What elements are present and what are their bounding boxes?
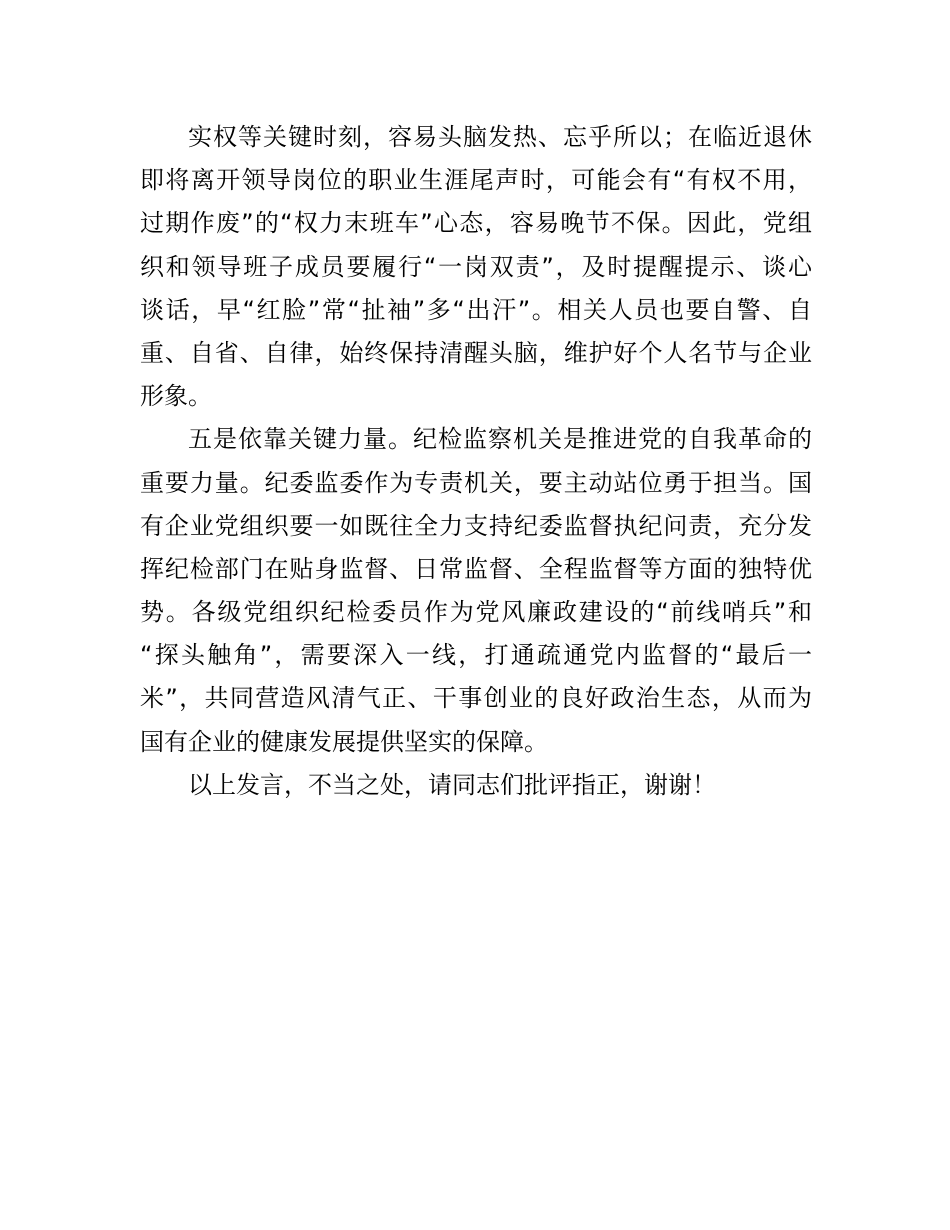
paragraph-1 <box>140 116 812 418</box>
text-line: “探头触角”，需要深入一线，打通疏通党内监督的“最后一 <box>140 641 812 670</box>
text-line: 国有企业的健康发展提供坚实的保障。 <box>140 727 548 756</box>
text-line: 谈话，早“红脸”常“扯袖”多“出汗”。相关人员也要自警、自 <box>140 295 812 324</box>
text-line: 米”，共同营造风清气正、干事创业的良好政治生态，从而为 <box>140 684 812 713</box>
text-line: 实权等关键时刻，容易头脑发热、忘乎所以；在临近退休 <box>188 123 812 151</box>
text-line: 势。各级党组织纪检委员作为党风廉政建设的“前线哨兵”和 <box>140 598 812 627</box>
text-line: 挥纪检部门在贴身监督、日常监督、全程监督等方面的独特优 <box>140 554 812 583</box>
text-line: 有企业党组织要一如既往全力支持纪委监督执纪问责，充分发 <box>140 511 812 540</box>
text-line: 织和领导班子成员要履行“一岗双责”，及时提醒提示、谈心 <box>140 252 812 281</box>
paragraph-2 <box>140 418 812 764</box>
text-line: 过期作废”的“权力末班车”心态，容易晚节不保。因此，党组 <box>140 209 812 238</box>
text-line: 形象。 <box>140 382 212 411</box>
text-line: 以上发言，不当之处，请同志们批评指正，谢谢！ <box>188 770 716 799</box>
text-line: 即将离开领导岗位的职业生涯尾声时，可能会有“有权不用， <box>140 166 812 195</box>
text-line: 重要力量。纪委监委作为专责机关，要主动站位勇于担当。国 <box>140 468 812 497</box>
text-line: 重、自省、自律，始终保持清醒头脑，维护好个人名节与企业 <box>140 338 812 367</box>
paragraph-3 <box>140 764 812 807</box>
text-line: 五是依靠关键力量。纪检监察机关是推进党的自我革命的 <box>188 425 812 454</box>
document-body <box>140 116 812 807</box>
